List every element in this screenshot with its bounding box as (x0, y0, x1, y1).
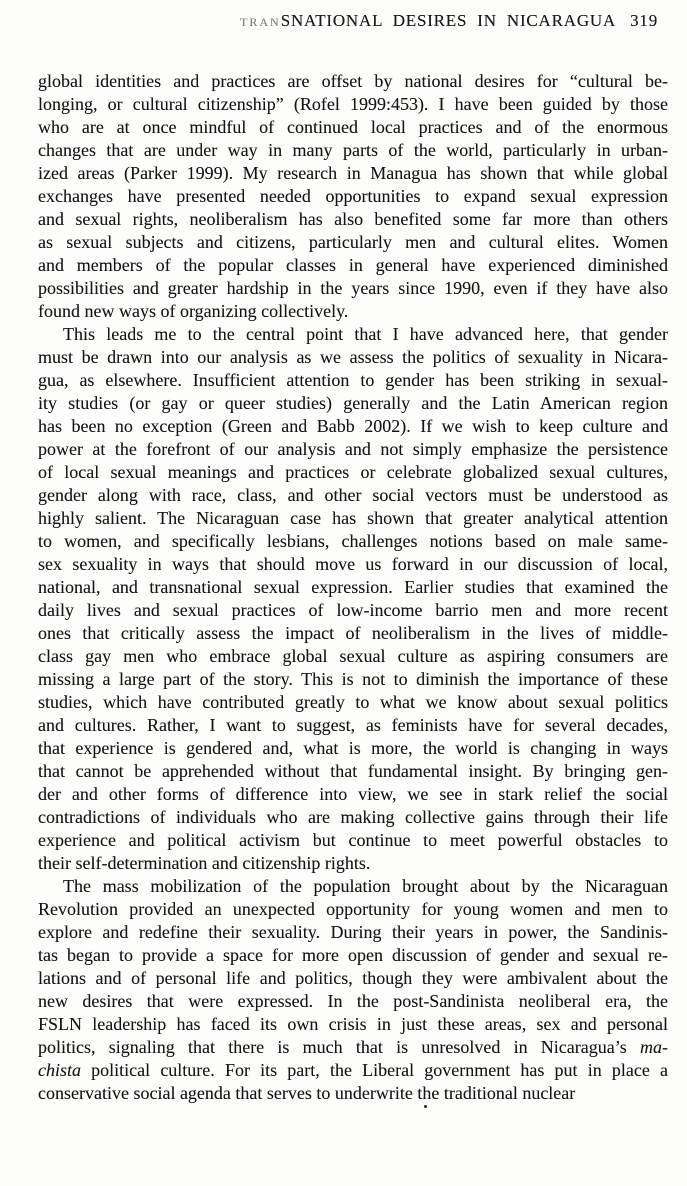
text-segment: political culture. For its part, the Liberal government has put in place a (81, 1060, 668, 1080)
text-line: The mass mobilization of the population brought about by the Nicaraguan (63, 876, 668, 896)
text-line: and sexual rights, neoliberalism has also benefited some far more than others (38, 209, 668, 229)
text-line: missing a large part of the story. This is not to diminish the importance of these (38, 669, 668, 689)
text-line: experience and political activism but continue to meet powerful obstacles to (38, 830, 668, 850)
text-line: highly salient. The Nicaraguan case has shown that greater analytical attention (38, 508, 668, 528)
text-line: changes that are under way in many parts of the world, particularly in urban- (38, 140, 668, 160)
text-line: must be drawn into our analysis as we assess the politics of sexuality in Nicara- (38, 347, 668, 367)
paragraph (38, 875, 668, 1105)
text-line: tas began to provide a space for more open discussion of gender and sexual re- (38, 945, 668, 965)
text-line: This leads me to the central point that I have advanced here, that gender (63, 324, 668, 344)
text-line: new desires that were expressed. In the post-Sandinista neoliberal era, the (38, 991, 668, 1011)
text-line: class gay men who embrace global sexual culture as aspiring consumers are (38, 646, 668, 666)
text-line: lations and of personal life and politics, though they were ambivalent about the (38, 968, 668, 988)
text-line (38, 1059, 668, 1082)
text-line: power at the forefront of our analysis and not simply emphasize the persistence (38, 439, 668, 459)
text-line: has been no exception (Green and Babb 2002). If we wish to keep culture and (38, 416, 668, 436)
text-line: conservative social agenda that serves to underwrite the traditional nuclear (38, 1083, 576, 1103)
italic-text-segment: ma- (640, 1037, 668, 1057)
text-line: FSLN leadership has faced its own crisis in just these areas, sex and personal (38, 1014, 668, 1034)
running-title: SNATIONAL DESIRES IN NICARAGUA (280, 11, 617, 30)
text-line: and members of the popular classes in general have experienced diminished (38, 255, 668, 275)
text-line: and cultures. Rather, I want to suggest, as feminists have for several decades, (38, 715, 668, 735)
paragraph (38, 323, 668, 875)
text-line: contradictions of individuals who are making collective gains through their life (38, 807, 668, 827)
running-header (38, 11, 658, 31)
text-line: ized areas (Parker 1999). My research in Managua has shown that while global (38, 163, 668, 183)
text-line: sex sexuality in ways that should move us forward in our discussion of local, (38, 554, 668, 574)
text-line: global identities and practices are offset by national desires for “cultural be- (38, 71, 668, 91)
text-line: studies, which have contributed greatly to what we know about sexual politics (38, 692, 668, 712)
text-line: their self-determination and citizenship rights. (38, 853, 371, 873)
text-line: as sexual subjects and citizens, particularly men and cultural elites. Women (38, 232, 668, 252)
italic-text-segment: chista (38, 1060, 81, 1080)
text-line: Revolution provided an unexpected opportunity for young women and men to (38, 899, 668, 919)
running-title-faded-part: TRAN (240, 15, 281, 29)
text-line: der and other forms of difference into view, we see in stark relief the social (38, 784, 668, 804)
text-line: national, and transnational sexual expression. Earlier studies that examined the (38, 577, 668, 597)
text-line: to women, and specifically lesbians, challenges notions based on male same- (38, 531, 668, 551)
text-line: daily lives and sexual practices of low-income barrio men and more recent (38, 600, 668, 620)
text-line: possibilities and greater hardship in the years since 1990, even if they have also (38, 278, 668, 298)
text-line: of local sexual meanings and practices or celebrate globalized sexual cultures, (38, 462, 668, 482)
text-line: that experience is gendered and, what is more, the world is changing in ways (38, 738, 668, 758)
text-line: who are at once mindful of continued local practices and of the enormous (38, 117, 668, 137)
text-line: exchanges have presented needed opportunities to expand sexual expression (38, 186, 668, 206)
page-body (38, 70, 668, 1105)
paragraph (38, 70, 668, 323)
text-line: gua, as elsewhere. Insufficient attention to gender has been striking in sexual- (38, 370, 668, 390)
text-line: ones that critically assess the impact of neoliberalism in the lives of middle- (38, 623, 668, 643)
text-line (38, 1036, 668, 1059)
text-segment: politics, signaling that there is much that is unresolved in Nicaragua’s (38, 1037, 640, 1057)
text-line: longing, or cultural citizenship” (Rofel 1999:453). I have been guided by those (38, 94, 668, 114)
text-line: ity studies (or gay or queer studies) generally and the Latin American region (38, 393, 668, 413)
scan-artifact-dot (424, 1105, 427, 1108)
text-line: explore and redefine their sexuality. During their years in power, the Sandinis- (38, 922, 668, 942)
text-line: gender along with race, class, and other social vectors must be understood as (38, 485, 668, 505)
text-line: found new ways of organizing collectively. (38, 301, 349, 321)
page-number: 319 (630, 11, 658, 30)
text-line: that cannot be apprehended without that fundamental insight. By bringing gen- (38, 761, 668, 781)
